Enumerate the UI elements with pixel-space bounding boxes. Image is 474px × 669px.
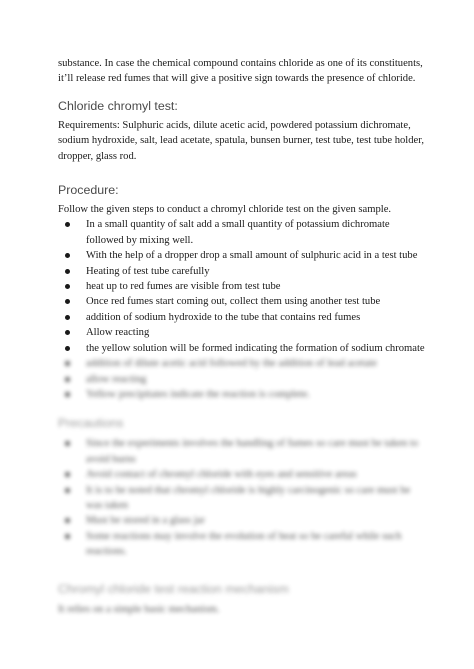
chromyl-test-heading: Chloride chromyl test: bbox=[58, 98, 178, 113]
procedure-heading: Procedure: bbox=[58, 183, 119, 198]
bullet-icon bbox=[65, 441, 70, 446]
procedure-steps-list bbox=[58, 217, 426, 356]
bullet-icon bbox=[65, 330, 70, 335]
list-item: allow reacting bbox=[58, 372, 426, 387]
list-item: Allow reacting bbox=[58, 325, 426, 340]
bullet-icon bbox=[65, 377, 70, 382]
list-item: Since the experiments involves the handling of fumes so care must be taken to avoid burns bbox=[58, 436, 426, 467]
bullet-icon bbox=[65, 315, 70, 320]
bullet-icon bbox=[65, 392, 70, 397]
procedure-steps-blurred-list bbox=[58, 356, 426, 402]
list-item: Must be stored in a glass jar bbox=[58, 513, 426, 528]
list-item: Some reactions may involve the evolution of heat so be careful while such reactions. bbox=[58, 529, 426, 560]
bullet-icon bbox=[65, 269, 70, 274]
list-item: Heating of test tube carefully bbox=[58, 264, 426, 279]
list-item: addition of dilute acetic acid followed by the addition of lead acetate bbox=[58, 356, 426, 371]
blurred-preview-region bbox=[58, 356, 426, 617]
bullet-icon bbox=[65, 253, 70, 258]
list-item: In a small quantity of salt add a small quantity of potassium dichromate followed by mixing well. bbox=[58, 217, 426, 248]
precautions-list bbox=[58, 436, 426, 559]
list-item: Once red fumes start coming out, collect them using another test tube bbox=[58, 294, 426, 309]
requirements-paragraph: Requirements: Sulphuric acids, dilute acetic acid, powdered potassium dichromate, sodium hydroxide, salt, lead acetate, spatula, bunsen burner, test tube, test tube holder, dropper, glass rod. bbox=[58, 119, 425, 162]
list-item: Yellow precipitates indicate the reaction is complete. bbox=[58, 387, 426, 402]
bullet-icon bbox=[65, 472, 70, 477]
list-item: the yellow solution will be formed indicating the formation of sodium chromate bbox=[58, 341, 426, 356]
bullet-icon bbox=[65, 361, 70, 366]
procedure-lead: Follow the given steps to conduct a chromyl chloride test on the given sample. bbox=[58, 204, 392, 216]
bullet-icon bbox=[65, 346, 70, 351]
mechanism-paragraph: It relies on a simple basic mechanism. bbox=[58, 603, 220, 615]
bullet-icon bbox=[65, 518, 70, 523]
list-item: With the help of a dropper drop a small amount of sulphuric acid in a test tube bbox=[58, 248, 426, 263]
bullet-icon bbox=[65, 534, 70, 539]
bullet-icon bbox=[65, 284, 70, 289]
bullet-icon bbox=[65, 488, 70, 493]
mechanism-heading: Chromyl chloride test reaction mechanism bbox=[58, 581, 289, 596]
bullet-icon bbox=[65, 299, 70, 304]
list-item: Avoid contact of chromyl chloride with eyes and sensitive areas bbox=[58, 467, 426, 482]
list-item: addition of sodium hydroxide to the tube that contains red fumes bbox=[58, 310, 426, 325]
list-item: heat up to red fumes are visible from test tube bbox=[58, 279, 426, 294]
intro-paragraph: substance. In case the chemical compound contains chloride as one of its constituents, it’ll release red fumes that will give a positive sign towards the presence of chloride. bbox=[58, 58, 423, 85]
list-item: It is to be noted that chromyl chloride is highly carcinogenic so care must be was taken bbox=[58, 483, 426, 514]
precautions-heading: Precautions bbox=[58, 416, 124, 431]
bullet-icon bbox=[65, 222, 70, 227]
